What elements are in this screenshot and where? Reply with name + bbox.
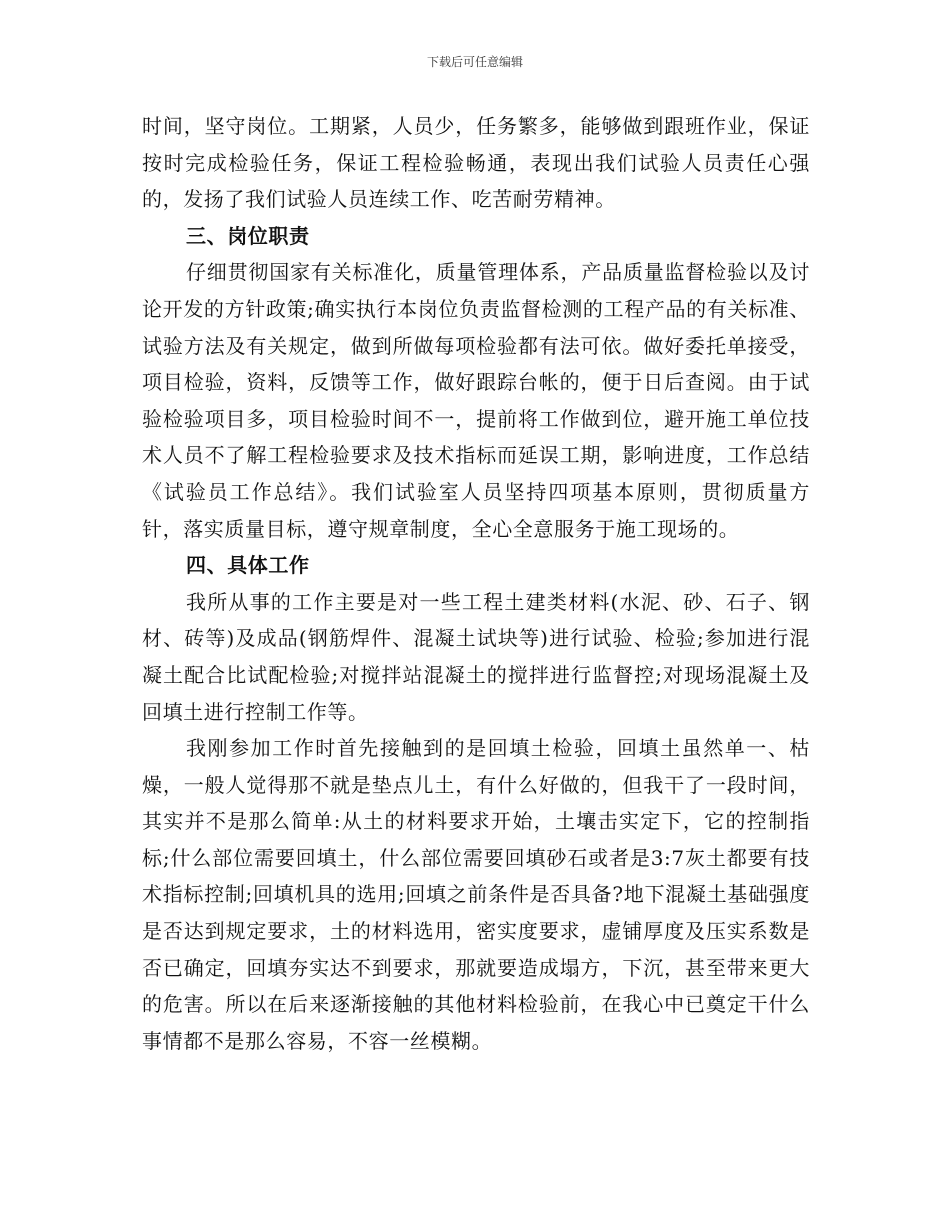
page-header-note: 下载后可任意编辑 xyxy=(426,55,523,69)
paragraph-backfill-experience: 我刚参加工作时首先接触到的是回填土检验，回填土虽然单一、枯燥，一般人觉得那不就是垫点儿土，有什么好做的，但我干了一段时间，其实并不是那么简单:从土的材料要求开始，土壤击实定下，它的控制指标;什么部位需要回填土，什么部位需要回填砂石或者是3:7灰土都要有技术指标控制;回填机具的选用;回填之前条件是否具备?地下混凝土基础强度是否达到规定要求，土的材料选用，密实度要求，虚铺厚度及压实系数是否已确定，回填夯实达不到要求，那就要造成塌方，下沉，甚至带来更大的危害。所以在后来逐渐接触的其他材料检验前，在我心中已奠定干什么事情都不是那么容易，不容一丝模糊。 xyxy=(142,736,810,1053)
document-body xyxy=(142,108,810,1059)
paragraph-job-duties: 仔细贯彻国家有关标准化，质量管理体系，产品质量监督检验以及讨论开发的方针政策;确实执行本岗位负责监督检测的工程产品的有关标准、试验方法及有关规定，做到所做每项检验都有法可依。做好委托单接受，项目检验，资料，反馈等工作，做好跟踪台帐的，便于日后查阅。由于试验检验项目多，项目检验时间不一，提前将工作做到位，避开施工单位技术人员不了解工程检验要求及技术指标而延误工期，影响进度，工作总结《试验员工作总结》。我们试验室人员坚持四项基本原则，贯彻质量方针，落实质量目标，遵守规章制度，全心全意服务于施工现场的。 xyxy=(142,260,810,541)
paragraph-specific-work: 我所从事的工作主要是对一些工程土建类材料(水泥、砂、石子、钢材、砖等)及成品(钢筋焊件、混凝土试块等)进行试验、检验;参加进行混凝土配合比试配检验;对搅拌站混凝土的搅拌进行监督控;对现场混凝土及回填土进行控制工作等。 xyxy=(142,589,810,724)
section-heading-job-duties: 三、岗位职责 xyxy=(186,223,310,248)
section-heading-specific-work: 四、具体工作 xyxy=(186,553,310,578)
paragraph-continuation: 时间，坚守岗位。工期紧，人员少，任务繁多，能够做到跟班作业，保证按时完成检验任务，保证工程检验畅通，表现出我们试验人员责任心强的，发扬了我们试验人员连续工作、吃苦耐劳精神。 xyxy=(142,114,810,212)
